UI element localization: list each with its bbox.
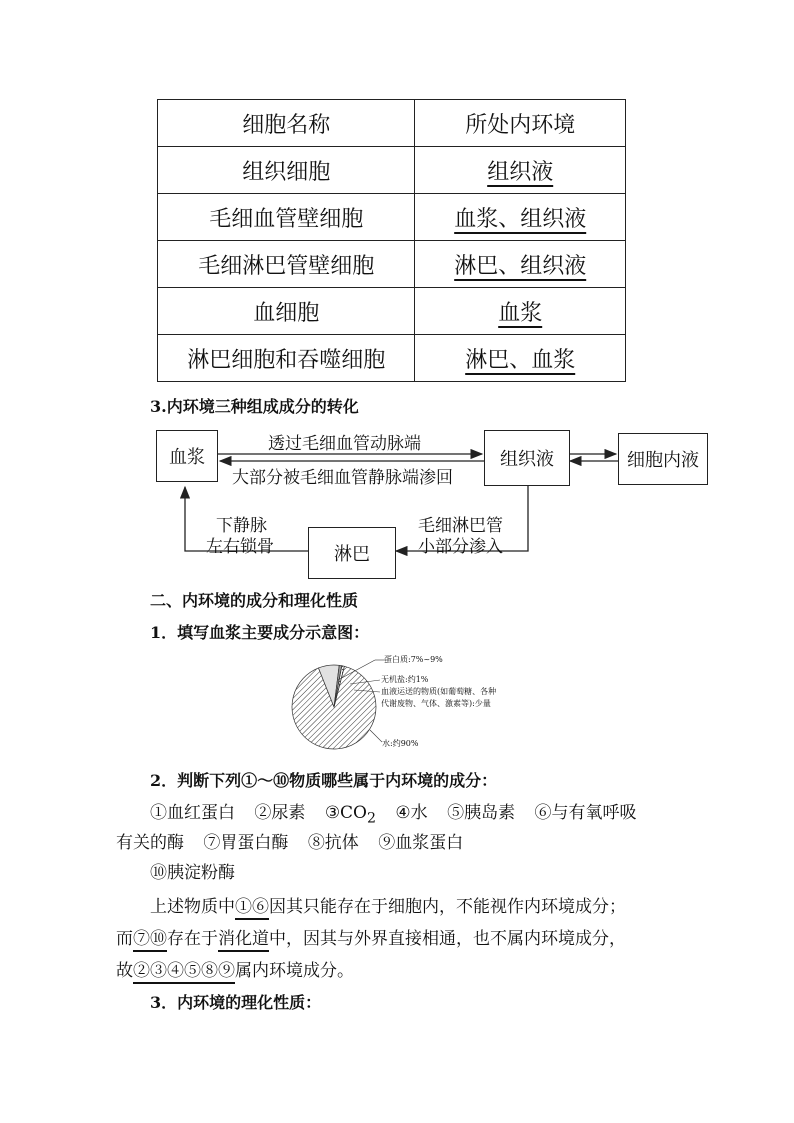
answer-text: 属内环境成分。 [235, 961, 354, 981]
item-9: ⑨血浆蛋白 [378, 833, 464, 853]
table-row [158, 147, 626, 194]
lymph-box [308, 527, 396, 579]
environment-cell [415, 147, 626, 194]
environment-value: 淋巴、血浆 [465, 347, 576, 373]
lymph-label: 淋巴 [334, 544, 370, 565]
header-environment: 所处内环境 [415, 100, 626, 147]
cell-name: 淋巴细胞和吞噬细胞 [158, 335, 415, 382]
answer-blank: ⑦⑩ [133, 929, 167, 949]
answer-line-1 [150, 892, 626, 917]
item-5: ⑤胰岛素 [447, 803, 516, 823]
intracellular-label: 细胞内液 [627, 450, 699, 471]
plasma-label: 血浆 [169, 447, 205, 468]
table-row [158, 241, 626, 288]
plasma-box [156, 430, 218, 482]
items-line-3 [150, 858, 235, 883]
answer-line-3 [116, 956, 354, 981]
answer-text: 中，因其与外界直接相通，也不属内环境成分， [269, 929, 626, 949]
table-header-row [158, 100, 626, 147]
cell-environment-table [157, 99, 626, 382]
tissue-fluid-label: 组织液 [500, 449, 554, 470]
item-6: ⑥与有氧呼吸 [534, 803, 637, 823]
item-10: ⑩胰淀粉酶 [150, 863, 235, 883]
environment-value: 血浆、组织液 [454, 206, 587, 232]
cell-name: 血细胞 [158, 288, 415, 335]
environment-cell [415, 194, 626, 241]
item-3-subscript: 2 [367, 810, 377, 827]
table-row [158, 335, 626, 382]
tissue-fluid-box [484, 430, 570, 486]
answer-text: 上述物质中 [150, 897, 235, 917]
left-label-1: 下静脉 [216, 516, 267, 536]
environment-value: 组织液 [487, 159, 554, 185]
bottom-arrow-label: 大部分被毛细血管静脉端渗回 [232, 468, 453, 488]
answer-text: 存在于 [167, 929, 218, 949]
answer-text: 而 [116, 929, 133, 949]
environment-cell [415, 241, 626, 288]
item-3-text: ③CO [324, 803, 367, 823]
right-label-1: 毛细淋巴管 [418, 516, 503, 536]
answer-blank: ①⑥ [235, 897, 269, 917]
item-3 [324, 803, 377, 827]
answer-blank: 消化道 [218, 929, 269, 949]
item-8: ⑧抗体 [307, 833, 359, 853]
cell-name: 毛细淋巴管壁细胞 [158, 241, 415, 288]
environment-value: 淋巴、组织液 [454, 253, 587, 279]
environment-cell [415, 335, 626, 382]
intracellular-box [618, 433, 708, 485]
answer-text: 因其只能存在于细胞内，不能视作内环境成分； [269, 897, 626, 917]
cell-name: 毛细血管壁细胞 [158, 194, 415, 241]
item-7: ⑦胃蛋白酶 [203, 833, 289, 853]
answer-text: 故 [116, 961, 133, 981]
question-3: 3．内环境的理化性质： [150, 993, 322, 1012]
pie-label-protein: 蛋白质:7%~9% [384, 655, 443, 664]
environment-cell [415, 288, 626, 335]
right-label-2: 小部分渗入 [418, 537, 503, 557]
header-cell-name: 细胞名称 [158, 100, 415, 147]
item-1: ①血红蛋白 [150, 803, 235, 823]
answer-blank: ②③④⑤⑧⑨ [133, 961, 235, 981]
item-2: ②尿素 [254, 803, 306, 823]
question-1: 1．填写血浆主要成分示意图： [150, 623, 370, 642]
answer-line-2 [116, 924, 626, 949]
pie-label-water: 水:约90% [382, 739, 419, 748]
pie-label-transport-1: 血液运送的物质(如葡萄糖、各种 [381, 687, 497, 696]
table-row [158, 194, 626, 241]
cell-name: 组织细胞 [158, 147, 415, 194]
pie-label-salt: 无机盐:约1% [381, 675, 429, 684]
question-2: 2．判断下列①～⑩物质哪些属于内环境的成分： [150, 771, 498, 790]
items-line-2 [116, 828, 463, 853]
items-line-1 [150, 798, 636, 826]
section-3-title: 3.内环境三种组成成分的转化 [150, 397, 359, 416]
table-row [158, 288, 626, 335]
section-heading: 二、内环境的成分和理化性质 [150, 591, 359, 610]
top-arrow-label: 透过毛细血管动脉端 [268, 434, 421, 454]
pie-label-transport-2: 代谢废物、气体、激素等):少量 [381, 699, 491, 708]
left-label-2: 左右锁骨 [206, 537, 274, 557]
item-6-continued: 有关的酶 [116, 833, 184, 853]
environment-value: 血浆 [498, 300, 543, 326]
item-4: ④水 [395, 803, 428, 823]
